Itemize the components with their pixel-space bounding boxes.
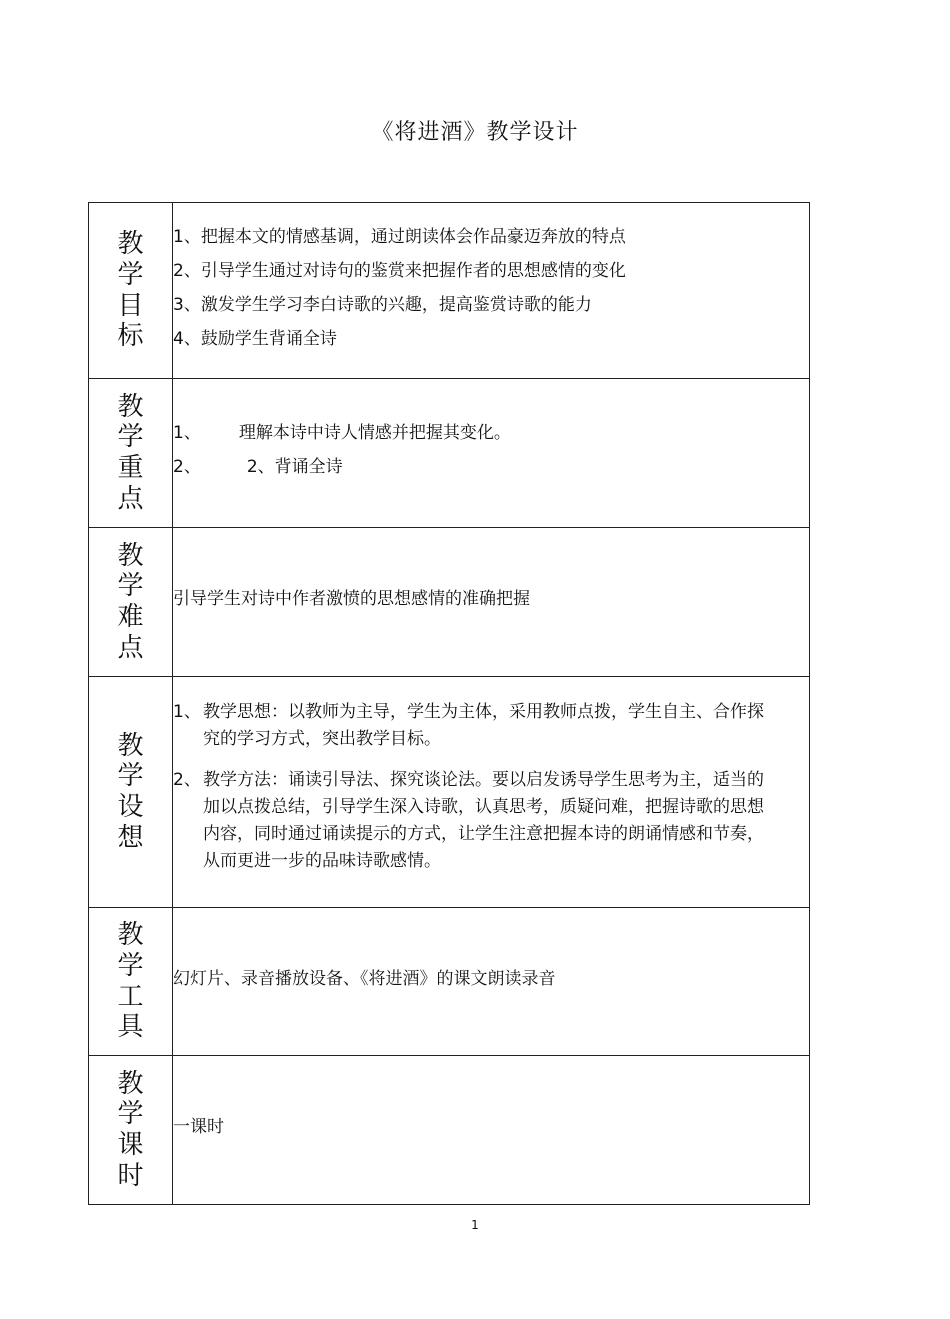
row-label-cell: [89, 677, 173, 908]
item-text: 2、背诵全诗: [246, 457, 343, 477]
key-points-row: [89, 379, 810, 528]
key-points-label: 教学重点: [117, 391, 144, 514]
tools-label: 教学工具: [117, 920, 144, 1043]
lesson-plan-table: [88, 202, 810, 1205]
objective-item: 2、引导学生通过对诗句的鉴赏来把握作者的思想感情的变化: [173, 260, 626, 281]
row-label-cell: [89, 908, 173, 1056]
item-text: 理解本诗中诗人情感并把握其变化。: [238, 423, 511, 443]
hours-row: [89, 1056, 810, 1205]
difficulties-label: 教学难点: [117, 540, 144, 663]
hours-text: 一课时: [173, 1117, 224, 1137]
design-item: [173, 699, 769, 753]
item-number: 1、: [173, 423, 201, 443]
difficulty-text: 引导学生对诗中作者激愤的思想感情的准确把握: [173, 589, 530, 609]
difficulties-content: [173, 528, 810, 677]
item-number: 2、: [173, 770, 201, 790]
design-item: [173, 767, 769, 875]
tools-row: [89, 908, 810, 1056]
item-text: 教学方法：诵读引导法、探究谈论法。要以启发诱导学生思考为主，适当的加以点拨总结，引导学生深入诗歌，认真思考，质疑问难，把握诗歌的思想内容，同时通过诵读提示的方式，让学生注意把握本诗的朗诵情感和节奏，从而更进一步的品味诗歌感情。: [203, 770, 764, 871]
design-label: 教学设想: [117, 730, 144, 853]
page-number: 1: [471, 1218, 479, 1232]
objectives-content: [173, 203, 810, 379]
objective-item: 1、把握本文的情感基调，通过朗读体会作品豪迈奔放的特点: [173, 226, 626, 247]
document-title: 《将进酒》教学设计: [371, 120, 579, 145]
key-points-content: [173, 379, 810, 528]
row-label-cell: [89, 203, 173, 379]
tools-content: [173, 908, 810, 1056]
objectives-label: 教学目标: [117, 229, 144, 352]
item-text: 教学思想：以教师为主导，学生为主体，采用教师点拨，学生自主、合作探究的学习方式，突出教学目标。: [203, 702, 764, 749]
difficulties-row: [89, 528, 810, 677]
key-point-item: [173, 422, 809, 444]
row-label-cell: [89, 1056, 173, 1205]
item-number: 2、: [173, 457, 201, 477]
hours-label: 教学课时: [117, 1068, 144, 1191]
objective-item: 3、激发学生学习李白诗歌的兴趣，提高鉴赏诗歌的能力: [173, 294, 592, 315]
row-label-cell: [89, 379, 173, 528]
design-row: [89, 677, 810, 908]
key-point-item: [173, 456, 809, 478]
design-content: [173, 677, 810, 908]
objectives-row: [89, 203, 810, 379]
item-number: 1、: [173, 702, 201, 722]
objective-item: 4、鼓励学生背诵全诗: [173, 328, 337, 349]
row-label-cell: [89, 528, 173, 677]
tools-text: 幻灯片、录音播放设备、《将进酒》的课文朗读录音: [173, 968, 556, 989]
hours-content: [173, 1056, 810, 1205]
